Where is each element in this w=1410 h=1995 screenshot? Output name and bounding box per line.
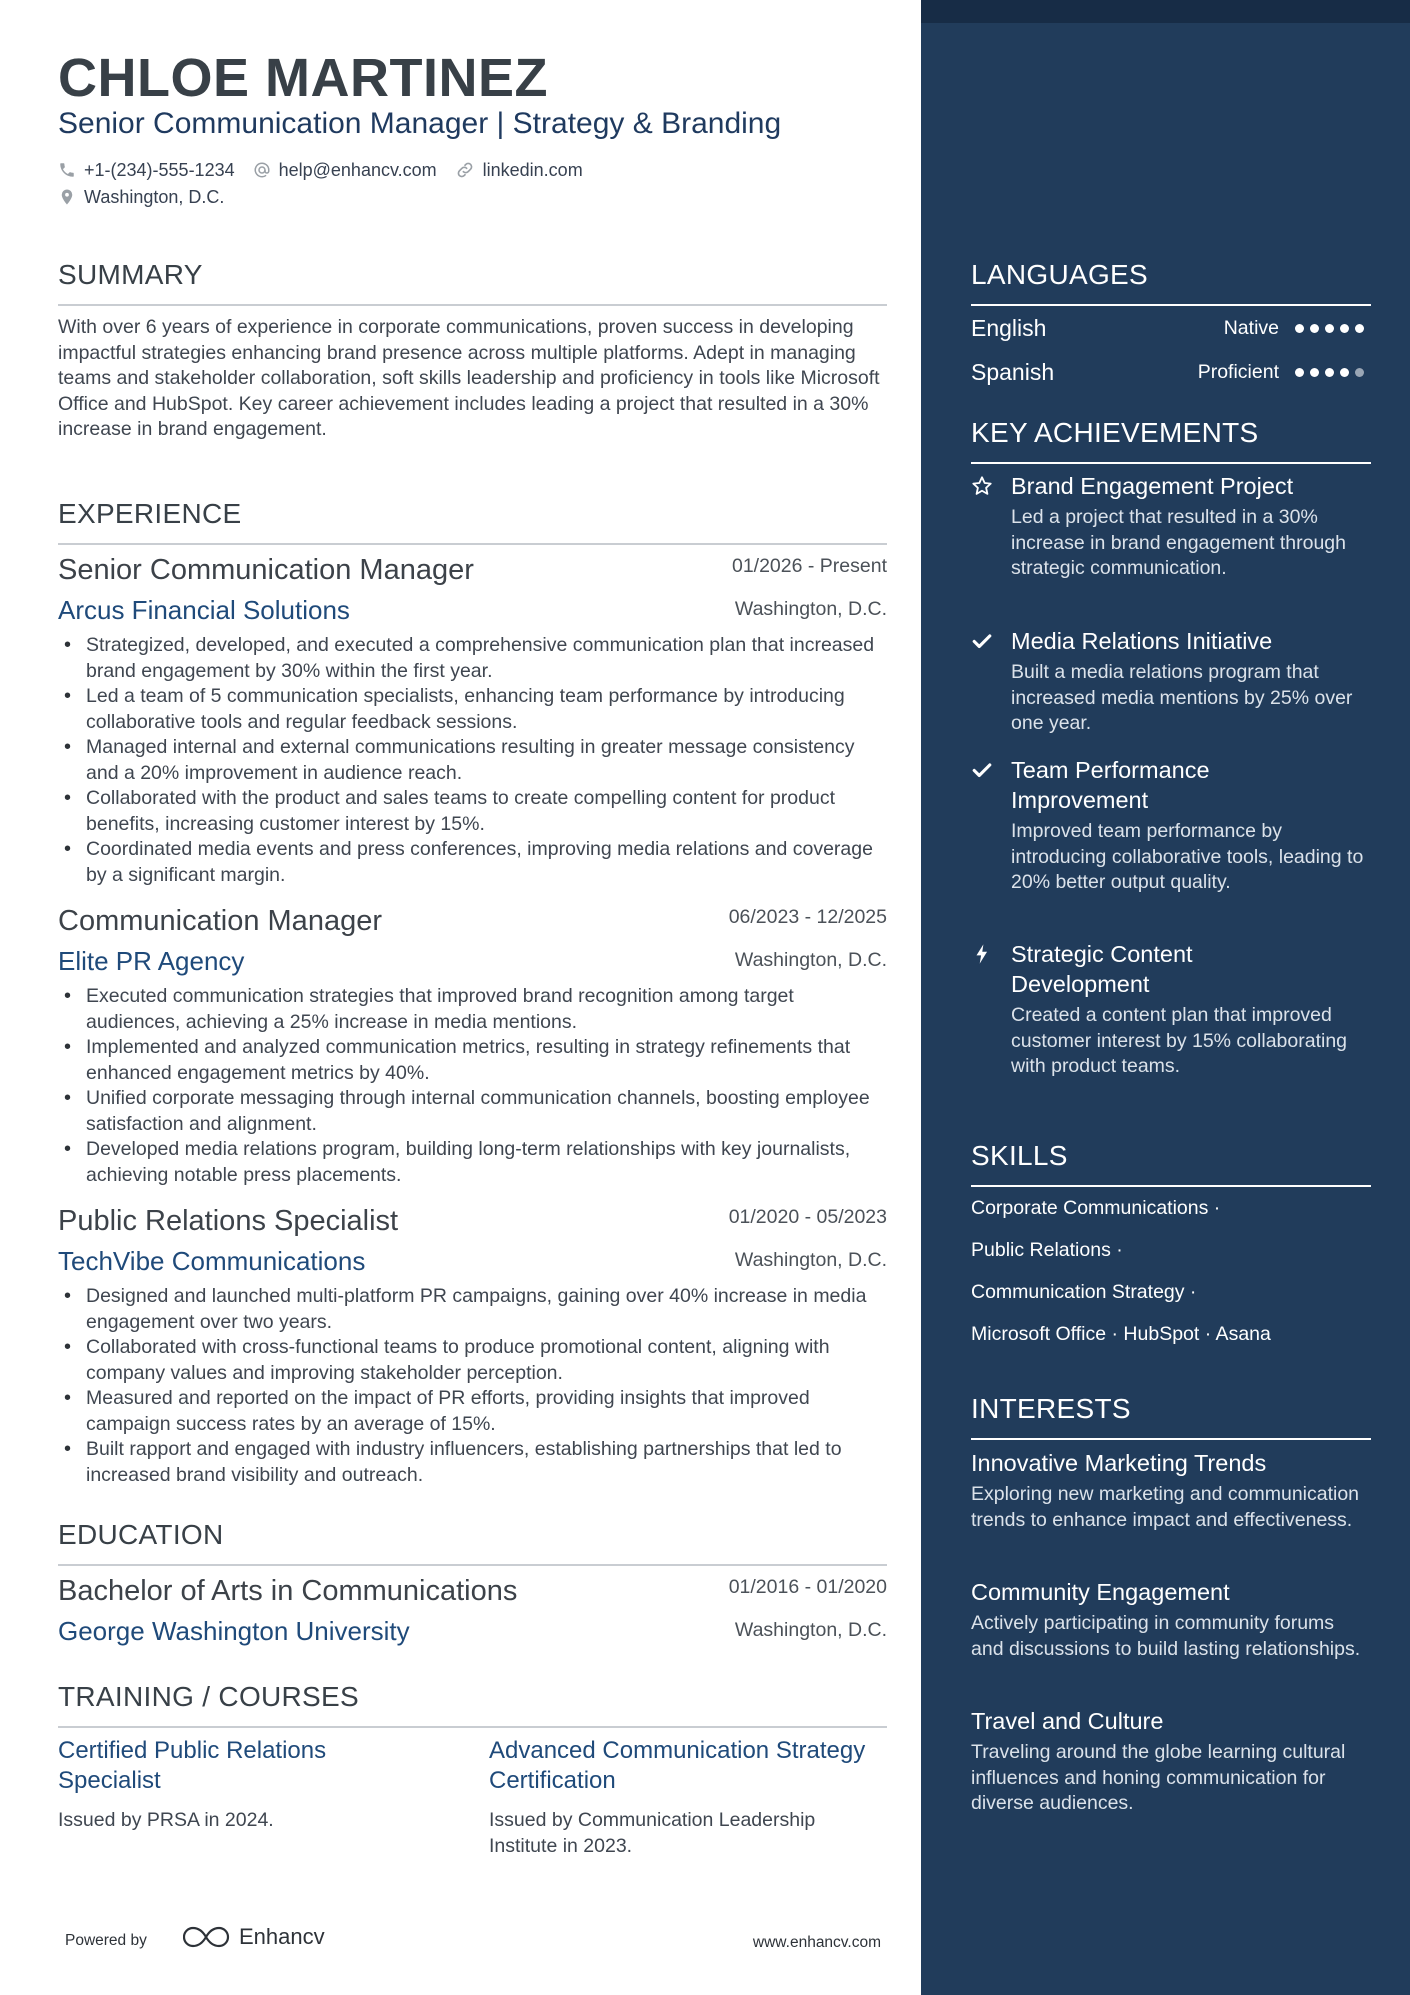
bullet-item: • Implemented and analyzed communication metrics, resulting in strategy refinements that enhanced engagement metrics by 40%. [58, 1035, 887, 1086]
enhancv-brand-text: Enhancv [239, 1924, 325, 1949]
bullet-item: • Collaborated with the product and sales teams to create compelling content for product benefits, increasing customer interest by 15%. [58, 786, 887, 837]
education-school-row [58, 1615, 887, 1647]
skill-item: Public Relations · [971, 1239, 1123, 1261]
achievement-desc: Led a project that resulted in a 30% increase in brand engagement through strategic communication. [1011, 506, 1346, 579]
location-pin-icon [58, 188, 76, 206]
phone-icon [58, 161, 76, 179]
achievement-desc: Created a content plan that improved customer interest by 15% collaborating with product teams. [1011, 1004, 1348, 1077]
course-title: Certified Public Relations Specialist [58, 1737, 327, 1794]
skills-heading: SKILLS [971, 1140, 1068, 1171]
bullet-item: • Coordinated media events and press conferences, improving media relations and coverage by a significant margin. [58, 837, 887, 888]
rating-dot-filled [1325, 368, 1334, 377]
interest-title: Travel and Culture [971, 1708, 1164, 1734]
experience-heading: EXPERIENCE [58, 498, 242, 529]
job-location: Washington, D.C. [734, 598, 887, 620]
job-dates: 01/2026 - Present [731, 555, 887, 577]
headline: Senior Communication Manager | Strategy & Branding [58, 107, 782, 140]
language-rating [1295, 324, 1370, 333]
course-title: Advanced Communication Strategy Certification [489, 1737, 866, 1794]
language-row [971, 313, 1371, 343]
star-icon [971, 475, 993, 497]
contact-phone[interactable] [58, 160, 235, 181]
interest-desc: Traveling around the globe learning cultural influences and honing communication for diverse audiences. [971, 1741, 1346, 1814]
achievement-title: Brand Engagement Project [1011, 473, 1294, 499]
link-icon [455, 160, 475, 180]
language-name: Spanish [971, 358, 1055, 385]
job-location: Washington, D.C. [734, 1249, 887, 1271]
bullet-item: • Developed media relations program, building long-term relationships with key journalists, achieving notable press placements. [58, 1137, 887, 1188]
rating-dot-filled [1295, 368, 1304, 377]
job-dates: 01/2020 - 05/2023 [728, 1206, 887, 1228]
language-level: Native [1223, 316, 1279, 339]
rating-dot-filled [1310, 324, 1319, 333]
achievements-heading: KEY ACHIEVEMENTS [971, 417, 1259, 448]
linkedin-text: linkedin.com [482, 159, 583, 180]
bullet-item: • Built rapport and engaged with industry influencers, establishing partnerships that led to increased brand visibility and outreach. [58, 1437, 887, 1488]
bullet-item: • Executed communication strategies that improved brand recognition among target audiences, achieving a 25% increase in media mentions. [58, 984, 887, 1035]
achievement-item [971, 626, 1381, 737]
job-bullets [58, 1284, 887, 1488]
sidebar-top-band [921, 0, 1410, 23]
rating-dot-filled [1325, 324, 1334, 333]
bolt-icon [971, 943, 993, 965]
achievement-title: Team Performance Improvement [1011, 757, 1210, 813]
skill-item: Corporate Communications · [971, 1197, 1221, 1219]
location-text: Washington, D.C. [84, 186, 225, 207]
achievement-desc: Improved team performance by introducing collaborative tools, leading to 20% better output quality. [1011, 820, 1364, 893]
sidebar [921, 0, 1410, 1995]
job-company-row [58, 945, 887, 977]
interest-item [971, 1706, 1371, 1817]
contact-location [58, 187, 224, 208]
powered-by-text: Powered by [65, 1932, 147, 1949]
course-desc: Issued by Communication Leadership Institute in 2023. [489, 1809, 816, 1857]
interests-divider [971, 1438, 1371, 1440]
enhancv-logo-icon [183, 1924, 231, 1950]
language-row [971, 357, 1371, 387]
email-text: help@enhancv.com [278, 159, 437, 180]
job-title: Senior Communication Manager [58, 554, 474, 586]
contact-linkedin[interactable] [455, 160, 583, 181]
job-title: Public Relations Specialist [58, 1205, 399, 1237]
job-company-row [58, 1245, 887, 1277]
achievements-divider [971, 462, 1371, 464]
skills-list [971, 1187, 1371, 1355]
bullet-item: • Strategized, developed, and executed a comprehensive communication plan that increased brand engagement by 30% within the first year. [58, 633, 887, 684]
job-location: Washington, D.C. [734, 949, 887, 971]
languages-heading: LANGUAGES [971, 259, 1148, 290]
education-divider [58, 1564, 887, 1566]
check-icon [971, 759, 993, 781]
interest-desc: Exploring new marketing and communication trends to enhance impact and effectiveness. [971, 1483, 1360, 1531]
achievement-item [971, 939, 1381, 1080]
bullet-item: • Managed internal and external communications resulting in greater message consistency and a 20% improvement in audience reach. [58, 735, 887, 786]
bullet-item: • Measured and reported on the impact of PR efforts, providing insights that improved campaign success rates by an average of 15%. [58, 1386, 887, 1437]
job-bullets [58, 633, 887, 888]
course-item [58, 1736, 418, 1834]
achievement-item [971, 471, 1381, 582]
job-bullets [58, 984, 887, 1188]
interest-title: Community Engagement [971, 1579, 1230, 1605]
job-entry [58, 1204, 887, 1238]
rating-dot-filled [1355, 324, 1364, 333]
rating-dot-empty [1355, 368, 1364, 377]
summary-divider [58, 304, 887, 306]
achievement-title: Strategic Content Development [1011, 941, 1193, 997]
interest-item [971, 1448, 1371, 1533]
education-location: Washington, D.C. [734, 1619, 887, 1641]
education-heading: EDUCATION [58, 1519, 224, 1550]
bullet-item: • Collaborated with cross-functional teams to produce promotional content, aligning with company values and improving stakeholder perception. [58, 1335, 887, 1386]
achievement-item [971, 755, 1381, 896]
language-rating [1295, 368, 1370, 377]
languages-divider [971, 304, 1371, 306]
summary-text: With over 6 years of experience in corporate communications, proven success in developing impactful strategies enhancing brand presence across multiple platforms. Adept in managing teams and stakeholder collaboration, soft skills leadership and proficiency in tools like Microsoft Office and HubSpot. Key career achievement includes leading a project that resulted in a 30% increase in brand engagement. [58, 316, 880, 440]
achievement-desc: Built a media relations program that increased media mentions by 25% over one year. [1011, 661, 1353, 734]
phone-text: +1-(234)-555-1234 [84, 159, 235, 180]
course-desc: Issued by PRSA in 2024. [58, 1809, 274, 1831]
skill-item: Communication Strategy · [971, 1281, 1197, 1303]
job-dates: 06/2023 - 12/2025 [728, 906, 887, 928]
at-icon [253, 161, 271, 179]
rating-dot-filled [1310, 368, 1319, 377]
enhancv-logo[interactable] [183, 1924, 325, 1950]
achievement-title: Media Relations Initiative [1011, 628, 1273, 654]
degree-title: Bachelor of Arts in Communications [58, 1575, 518, 1607]
education-entry [58, 1574, 887, 1608]
job-entry [58, 904, 887, 938]
bullet-item: • Designed and launched multi-platform PR campaigns, gaining over 40% increase in media engagement over two years. [58, 1284, 887, 1335]
rating-dot-filled [1340, 324, 1349, 333]
bullet-item: • Led a team of 5 communication specialists, enhancing team performance by introducing collaborative tools and regular feedback sessions. [58, 684, 887, 735]
language-name: English [971, 314, 1047, 341]
training-divider [58, 1726, 887, 1728]
summary-heading: SUMMARY [58, 259, 203, 290]
interest-item [971, 1577, 1371, 1662]
contact-row-2 [58, 184, 887, 210]
company-name: Elite PR Agency [58, 946, 245, 976]
interests-heading: INTERESTS [971, 1393, 1131, 1424]
footer-url[interactable]: www.enhancv.com [752, 1934, 881, 1951]
check-icon [971, 630, 993, 652]
rating-dot-filled [1295, 324, 1304, 333]
language-level: Proficient [1197, 360, 1279, 383]
course-item [489, 1736, 887, 1859]
job-company-row [58, 594, 887, 626]
experience-divider [58, 543, 887, 545]
company-name: TechVibe Communications [58, 1246, 366, 1276]
job-title: Communication Manager [58, 905, 382, 937]
job-entry [58, 553, 887, 587]
contact-email[interactable] [253, 160, 437, 181]
candidate-name: CHLOE MARTINEZ [58, 48, 548, 108]
contact-row [58, 157, 887, 183]
skill-item: Microsoft Office · HubSpot · Asana [971, 1323, 1271, 1345]
company-name: Arcus Financial Solutions [58, 595, 350, 625]
interest-desc: Actively participating in community forums and discussions to build lasting relationships. [971, 1612, 1361, 1660]
interest-title: Innovative Marketing Trends [971, 1450, 1267, 1476]
bullet-item: • Unified corporate messaging through internal communication channels, boosting employee satisfaction and alignment. [58, 1086, 887, 1137]
school-name: George Washington University [58, 1616, 410, 1646]
education-dates: 01/2016 - 01/2020 [728, 1576, 887, 1598]
rating-dot-filled [1340, 368, 1349, 377]
training-heading: TRAINING / COURSES [58, 1681, 359, 1712]
